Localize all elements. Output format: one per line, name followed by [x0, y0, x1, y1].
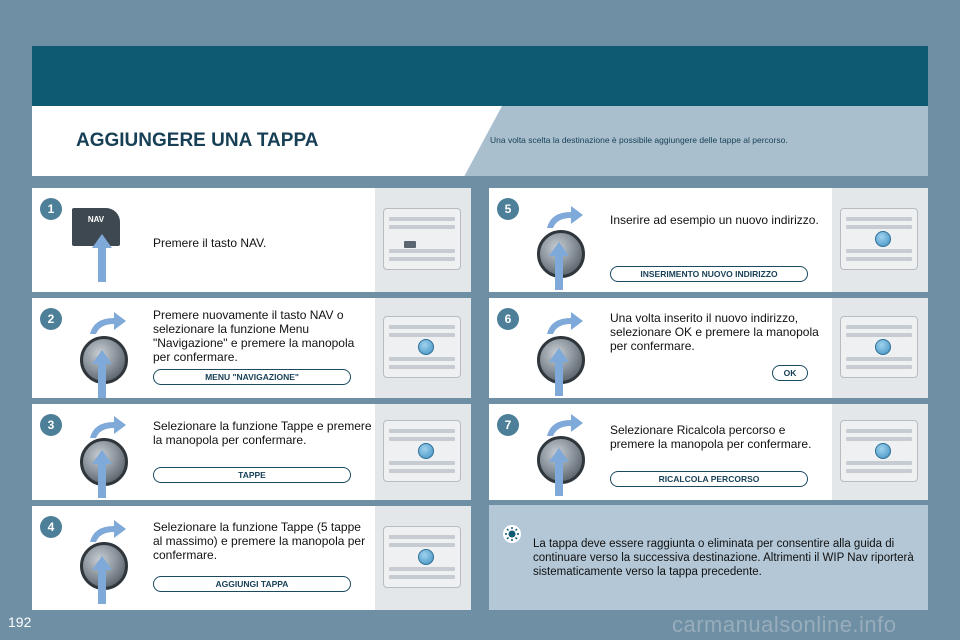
- dial-highlight-icon: [875, 339, 891, 355]
- step-number-badge: 2: [40, 308, 62, 330]
- page-number: 192: [8, 614, 32, 630]
- press-arrow-icon: [549, 448, 569, 496]
- step-3-text: Selezionare la funzione Tappe e premere la manopola per confermare.: [153, 419, 372, 447]
- inserimento-nuovo-indirizzo-button: INSERIMENTO NUOVO INDIRIZZO: [610, 266, 808, 282]
- dial-highlight-icon: [418, 443, 434, 459]
- step-number-badge: 5: [497, 198, 519, 220]
- rotate-arrow-icon: [86, 310, 128, 336]
- ok-button: OK: [772, 365, 808, 381]
- rotate-arrow-icon: [543, 310, 585, 336]
- control-panel-icon: [840, 208, 918, 270]
- dial-highlight-icon: [875, 231, 891, 247]
- press-arrow-icon: [549, 242, 569, 290]
- control-panel-icon: [383, 420, 461, 482]
- press-arrow-icon: [92, 450, 112, 498]
- dial-highlight-icon: [875, 443, 891, 459]
- step-number-badge: 7: [497, 414, 519, 436]
- step-number-badge: 6: [497, 308, 519, 330]
- rotate-arrow-icon: [543, 204, 585, 230]
- title-box: [32, 106, 928, 176]
- step-3-panel: [32, 404, 471, 500]
- rotate-arrow-icon: [86, 414, 128, 440]
- step-2-panel: [32, 298, 471, 398]
- press-arrow-icon: [92, 350, 112, 398]
- step-number-badge: 4: [40, 516, 62, 538]
- dial-highlight-icon: [418, 549, 434, 565]
- nav-key-icon: NAV: [72, 208, 120, 246]
- tip-icon: [503, 525, 521, 543]
- step-6-text: Una volta inserito il nuovo indirizzo, selezionare OK e premere la manopola per confermare.: [610, 311, 819, 353]
- step-number-badge: 1: [40, 198, 62, 220]
- step-6-panel: [489, 298, 928, 398]
- control-panel-icon: [383, 526, 461, 588]
- step-4-panel: [32, 506, 471, 610]
- press-arrow-icon: [92, 234, 112, 282]
- step-5-text: Inserire ad esempio un nuovo indirizzo.: [610, 213, 819, 227]
- nav-button-highlight-icon: [404, 241, 416, 248]
- step-4-text: Selezionare la funzione Tappe (5 tappe al massimo) e premere la manopola per confermare.: [153, 520, 366, 562]
- rotate-arrow-icon: [86, 518, 128, 544]
- tip-panel: [489, 505, 928, 610]
- dial-highlight-icon: [418, 339, 434, 355]
- step-1-text: Premere il tasto NAV.: [153, 236, 267, 250]
- control-panel-icon: [383, 316, 461, 378]
- intro-text: Una volta scelta la destinazione è possibile aggiungere delle tappe al percorso.: [490, 135, 788, 145]
- header-bar: [32, 46, 928, 106]
- step-number-badge: 3: [40, 414, 62, 436]
- control-panel-icon: [840, 316, 918, 378]
- aggiungi-tappa-button: AGGIUNGI TAPPA: [153, 576, 351, 592]
- press-arrow-icon: [92, 556, 112, 604]
- page-title: AGGIUNGERE UNA TAPPA: [76, 130, 319, 151]
- control-panel-icon: [840, 420, 918, 482]
- step-1-panel: [32, 188, 471, 292]
- step-7-panel: [489, 404, 928, 500]
- tip-text: La tappa deve essere raggiunta o eliminata per consentire alla guida di continuare verso la successiva destinazione. Altrimenti il WIP Nav riporterà sistematicamente verso la tappa precedente.: [533, 538, 914, 578]
- ricalcola-percorso-button: RICALCOLA PERCORSO: [610, 471, 808, 487]
- step-5-panel: [489, 188, 928, 292]
- tappe-button: TAPPE: [153, 467, 351, 483]
- watermark: carmanualsonline.info: [672, 612, 897, 637]
- control-panel-icon: [383, 208, 461, 270]
- press-arrow-icon: [549, 348, 569, 396]
- step-2-text: Premere nuovamente il tasto NAV o selezionare la funzione Menu "Navigazione" e premere la manopola per confermare.: [153, 308, 355, 364]
- menu-navigazione-button: MENU "NAVIGAZIONE": [153, 369, 351, 385]
- step-7-text: Selezionare Ricalcola percorso e premere la manopola per confermare.: [610, 423, 812, 451]
- rotate-arrow-icon: [543, 412, 585, 438]
